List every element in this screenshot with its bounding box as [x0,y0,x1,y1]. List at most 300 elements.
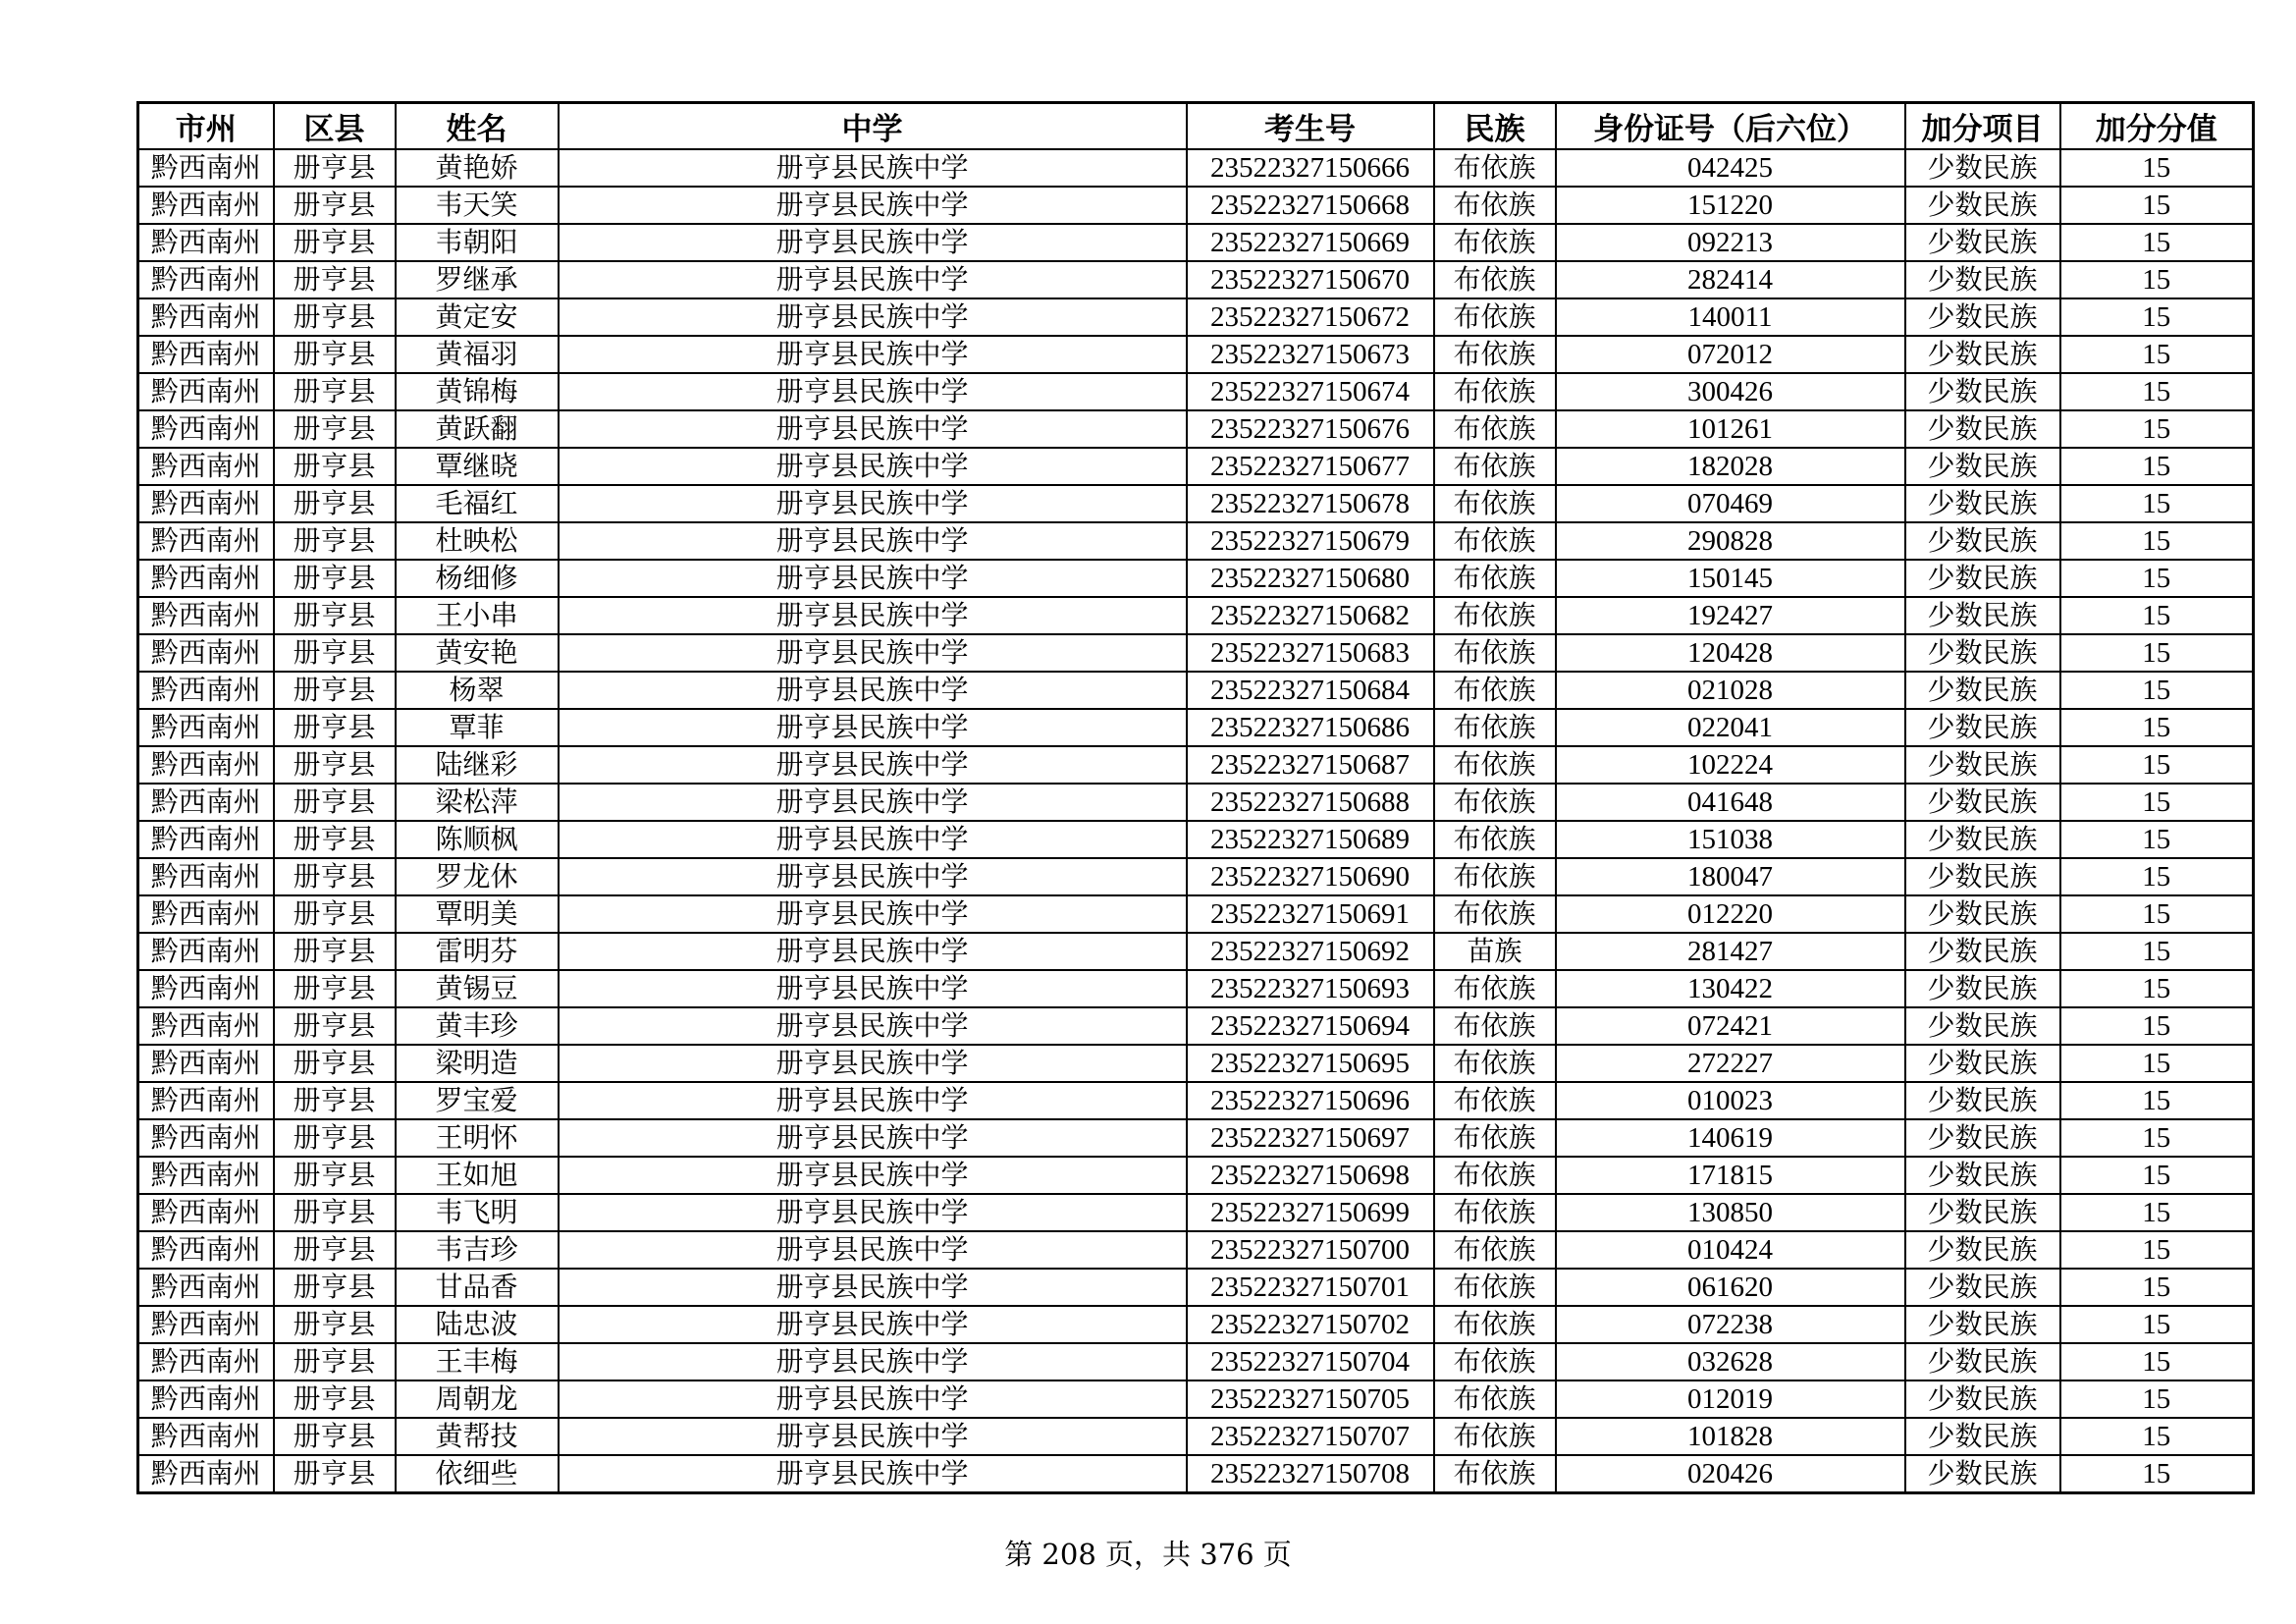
cell-id-suffix: 072238 [1556,1306,1905,1343]
cell-school: 册亨县民族中学 [559,1455,1187,1493]
cell-school: 册亨县民族中学 [559,597,1187,634]
cell-bonus-item: 少数民族 [1905,1194,2060,1231]
cell-bonus-points: 15 [2060,149,2254,187]
cell-ethnicity: 布依族 [1434,1157,1556,1194]
cell-id-suffix: 272227 [1556,1045,1905,1082]
cell-ethnicity: 布依族 [1434,522,1556,560]
cell-city: 黔西南州 [138,1343,274,1380]
cell-exam-number: 23522327150674 [1187,373,1434,410]
cell-ethnicity: 布依族 [1434,1269,1556,1306]
cell-school: 册亨县民族中学 [559,298,1187,336]
cell-name: 陈顺枫 [396,821,559,858]
cell-name: 黄定安 [396,298,559,336]
cell-name: 甘品香 [396,1269,559,1306]
column-header-exam-number: 考生号 [1187,103,1434,150]
cell-county: 册亨县 [274,410,396,448]
cell-city: 黔西南州 [138,410,274,448]
cell-ethnicity: 布依族 [1434,1380,1556,1418]
column-header-city: 市州 [138,103,274,150]
cell-county: 册亨县 [274,1306,396,1343]
cell-exam-number: 23522327150708 [1187,1455,1434,1493]
cell-name: 覃明美 [396,895,559,933]
table-row [138,1418,2254,1455]
cell-ethnicity: 布依族 [1434,261,1556,298]
cell-id-suffix: 130422 [1556,970,1905,1007]
cell-bonus-points: 15 [2060,858,2254,895]
cell-bonus-item: 少数民族 [1905,746,2060,784]
cell-city: 黔西南州 [138,1119,274,1157]
cell-id-suffix: 140011 [1556,298,1905,336]
cell-name: 黄锡豆 [396,970,559,1007]
cell-bonus-item: 少数民族 [1905,895,2060,933]
cell-county: 册亨县 [274,1157,396,1194]
cell-id-suffix: 020426 [1556,1455,1905,1493]
cell-bonus-item: 少数民族 [1905,1455,2060,1493]
cell-ethnicity: 布依族 [1434,1194,1556,1231]
cell-school: 册亨县民族中学 [559,373,1187,410]
cell-county: 册亨县 [274,1418,396,1455]
cell-ethnicity: 布依族 [1434,187,1556,224]
table-header [138,103,2254,150]
cell-bonus-item: 少数民族 [1905,709,2060,746]
cell-school: 册亨县民族中学 [559,448,1187,485]
cell-county: 册亨县 [274,149,396,187]
cell-county: 册亨县 [274,1231,396,1269]
cell-ethnicity: 布依族 [1434,1343,1556,1380]
cell-county: 册亨县 [274,1343,396,1380]
cell-school: 册亨县民族中学 [559,634,1187,672]
cell-id-suffix: 192427 [1556,597,1905,634]
cell-name: 梁松萍 [396,784,559,821]
cell-school: 册亨县民族中学 [559,821,1187,858]
bonus-points-table [136,101,2255,1494]
cell-exam-number: 23522327150688 [1187,784,1434,821]
table-row [138,933,2254,970]
cell-name: 毛福红 [396,485,559,522]
column-header-bonus-points: 加分分值 [2060,103,2254,150]
cell-ethnicity: 苗族 [1434,933,1556,970]
cell-bonus-item: 少数民族 [1905,858,2060,895]
cell-name: 韦天笑 [396,187,559,224]
cell-school: 册亨县民族中学 [559,1343,1187,1380]
column-header-school: 中学 [559,103,1187,150]
cell-county: 册亨县 [274,933,396,970]
cell-name: 杨翠 [396,672,559,709]
cell-exam-number: 23522327150704 [1187,1343,1434,1380]
cell-ethnicity: 布依族 [1434,373,1556,410]
cell-school: 册亨县民族中学 [559,1157,1187,1194]
cell-school: 册亨县民族中学 [559,672,1187,709]
cell-id-suffix: 101261 [1556,410,1905,448]
cell-exam-number: 23522327150683 [1187,634,1434,672]
cell-ethnicity: 布依族 [1434,1418,1556,1455]
cell-bonus-item: 少数民族 [1905,672,2060,709]
cell-ethnicity: 布依族 [1434,448,1556,485]
table-row [138,1082,2254,1119]
cell-exam-number: 23522327150669 [1187,224,1434,261]
cell-school: 册亨县民族中学 [559,1231,1187,1269]
cell-ethnicity: 布依族 [1434,224,1556,261]
cell-id-suffix: 032628 [1556,1343,1905,1380]
table-row [138,522,2254,560]
cell-name: 韦飞明 [396,1194,559,1231]
cell-id-suffix: 151220 [1556,187,1905,224]
cell-bonus-points: 15 [2060,373,2254,410]
cell-name: 黄帮技 [396,1418,559,1455]
cell-county: 册亨县 [274,1119,396,1157]
table-row [138,746,2254,784]
cell-school: 册亨县民族中学 [559,1380,1187,1418]
table-row [138,895,2254,933]
cell-bonus-points: 15 [2060,298,2254,336]
cell-city: 黔西南州 [138,933,274,970]
cell-bonus-item: 少数民族 [1905,336,2060,373]
cell-exam-number: 23522327150694 [1187,1007,1434,1045]
cell-bonus-points: 15 [2060,560,2254,597]
cell-bonus-points: 15 [2060,1007,2254,1045]
cell-exam-number: 23522327150684 [1187,672,1434,709]
cell-county: 册亨县 [274,1045,396,1082]
cell-exam-number: 23522327150701 [1187,1269,1434,1306]
cell-city: 黔西南州 [138,1418,274,1455]
cell-bonus-points: 15 [2060,187,2254,224]
cell-bonus-item: 少数民族 [1905,1045,2060,1082]
cell-ethnicity: 布依族 [1434,634,1556,672]
cell-id-suffix: 290828 [1556,522,1905,560]
cell-name: 王小串 [396,597,559,634]
cell-school: 册亨县民族中学 [559,1007,1187,1045]
cell-bonus-points: 15 [2060,709,2254,746]
cell-name: 韦吉珍 [396,1231,559,1269]
cell-school: 册亨县民族中学 [559,1306,1187,1343]
cell-name: 杨细修 [396,560,559,597]
cell-school: 册亨县民族中学 [559,1045,1187,1082]
cell-exam-number: 23522327150686 [1187,709,1434,746]
cell-id-suffix: 281427 [1556,933,1905,970]
cell-bonus-item: 少数民族 [1905,298,2060,336]
cell-county: 册亨县 [274,970,396,1007]
cell-id-suffix: 130850 [1556,1194,1905,1231]
cell-bonus-points: 15 [2060,336,2254,373]
cell-city: 黔西南州 [138,1082,274,1119]
cell-city: 黔西南州 [138,373,274,410]
table-row [138,634,2254,672]
cell-city: 黔西南州 [138,1045,274,1082]
cell-bonus-item: 少数民族 [1905,149,2060,187]
cell-bonus-points: 15 [2060,1231,2254,1269]
cell-bonus-item: 少数民族 [1905,784,2060,821]
cell-ethnicity: 布依族 [1434,709,1556,746]
table-row [138,373,2254,410]
table-row [138,597,2254,634]
cell-bonus-item: 少数民族 [1905,1082,2060,1119]
column-header-bonus-item: 加分项目 [1905,103,2060,150]
cell-exam-number: 23522327150672 [1187,298,1434,336]
cell-city: 黔西南州 [138,1157,274,1194]
cell-bonus-points: 15 [2060,224,2254,261]
cell-bonus-item: 少数民族 [1905,1306,2060,1343]
cell-bonus-points: 15 [2060,1082,2254,1119]
cell-county: 册亨县 [274,709,396,746]
table-row [138,858,2254,895]
cell-bonus-points: 15 [2060,933,2254,970]
table-row [138,1380,2254,1418]
cell-name: 黄跃翻 [396,410,559,448]
cell-school: 册亨县民族中学 [559,1418,1187,1455]
table-row [138,149,2254,187]
table-row [138,1119,2254,1157]
table-row [138,1231,2254,1269]
cell-name: 黄艳娇 [396,149,559,187]
cell-ethnicity: 布依族 [1434,1455,1556,1493]
cell-ethnicity: 布依族 [1434,1082,1556,1119]
cell-city: 黔西南州 [138,187,274,224]
cell-city: 黔西南州 [138,1455,274,1493]
cell-bonus-points: 15 [2060,746,2254,784]
cell-county: 册亨县 [274,522,396,560]
cell-school: 册亨县民族中学 [559,187,1187,224]
cell-school: 册亨县民族中学 [559,261,1187,298]
cell-exam-number: 23522327150677 [1187,448,1434,485]
cell-bonus-points: 15 [2060,1269,2254,1306]
cell-name: 陆忠波 [396,1306,559,1343]
cell-bonus-points: 15 [2060,821,2254,858]
cell-exam-number: 23522327150673 [1187,336,1434,373]
cell-county: 册亨县 [274,1007,396,1045]
cell-name: 王如旭 [396,1157,559,1194]
cell-bonus-points: 15 [2060,1119,2254,1157]
cell-bonus-points: 15 [2060,410,2254,448]
cell-bonus-points: 15 [2060,1306,2254,1343]
cell-county: 册亨县 [274,821,396,858]
cell-exam-number: 23522327150679 [1187,522,1434,560]
cell-city: 黔西南州 [138,485,274,522]
table-row [138,187,2254,224]
cell-county: 册亨县 [274,858,396,895]
cell-bonus-item: 少数民族 [1905,1231,2060,1269]
cell-county: 册亨县 [274,1082,396,1119]
cell-bonus-item: 少数民族 [1905,187,2060,224]
cell-city: 黔西南州 [138,672,274,709]
table-row [138,1157,2254,1194]
cell-school: 册亨县民族中学 [559,970,1187,1007]
table-body [138,149,2254,1493]
cell-bonus-item: 少数民族 [1905,1269,2060,1306]
cell-city: 黔西南州 [138,1194,274,1231]
cell-id-suffix: 022041 [1556,709,1905,746]
header-row [138,103,2254,150]
cell-bonus-item: 少数民族 [1905,373,2060,410]
cell-name: 覃菲 [396,709,559,746]
cell-name: 陆继彩 [396,746,559,784]
cell-bonus-item: 少数民族 [1905,261,2060,298]
cell-county: 册亨县 [274,1380,396,1418]
cell-bonus-item: 少数民族 [1905,1157,2060,1194]
cell-id-suffix: 072012 [1556,336,1905,373]
cell-city: 黔西南州 [138,746,274,784]
cell-bonus-item: 少数民族 [1905,634,2060,672]
cell-exam-number: 23522327150705 [1187,1380,1434,1418]
cell-bonus-points: 15 [2060,1045,2254,1082]
table-row [138,1455,2254,1493]
cell-bonus-item: 少数民族 [1905,933,2060,970]
cell-name: 黄锦梅 [396,373,559,410]
cell-exam-number: 23522327150693 [1187,970,1434,1007]
cell-exam-number: 23522327150695 [1187,1045,1434,1082]
cell-exam-number: 23522327150678 [1187,485,1434,522]
column-header-name: 姓名 [396,103,559,150]
cell-city: 黔西南州 [138,522,274,560]
cell-ethnicity: 布依族 [1434,858,1556,895]
cell-school: 册亨县民族中学 [559,485,1187,522]
table-row [138,336,2254,373]
table-row [138,672,2254,709]
cell-id-suffix: 101828 [1556,1418,1905,1455]
cell-city: 黔西南州 [138,970,274,1007]
table-row [138,485,2254,522]
cell-ethnicity: 布依族 [1434,821,1556,858]
cell-bonus-points: 15 [2060,895,2254,933]
cell-id-suffix: 010424 [1556,1231,1905,1269]
cell-bonus-points: 15 [2060,1418,2254,1455]
cell-ethnicity: 布依族 [1434,298,1556,336]
cell-id-suffix: 140619 [1556,1119,1905,1157]
cell-id-suffix: 300426 [1556,373,1905,410]
cell-school: 册亨县民族中学 [559,410,1187,448]
cell-bonus-item: 少数民族 [1905,485,2060,522]
cell-id-suffix: 010023 [1556,1082,1905,1119]
cell-school: 册亨县民族中学 [559,858,1187,895]
cell-name: 王丰梅 [396,1343,559,1380]
cell-bonus-item: 少数民族 [1905,821,2060,858]
cell-school: 册亨县民族中学 [559,784,1187,821]
table-row [138,1194,2254,1231]
cell-bonus-points: 15 [2060,672,2254,709]
cell-school: 册亨县民族中学 [559,336,1187,373]
cell-city: 黔西南州 [138,821,274,858]
cell-exam-number: 23522327150682 [1187,597,1434,634]
cell-name: 梁明造 [396,1045,559,1082]
cell-id-suffix: 070469 [1556,485,1905,522]
cell-bonus-points: 15 [2060,522,2254,560]
table-row [138,410,2254,448]
cell-id-suffix: 150145 [1556,560,1905,597]
table-row [138,1045,2254,1082]
table-row [138,709,2254,746]
cell-name: 韦朝阳 [396,224,559,261]
cell-bonus-item: 少数民族 [1905,560,2060,597]
cell-exam-number: 23522327150676 [1187,410,1434,448]
cell-bonus-points: 15 [2060,1343,2254,1380]
cell-ethnicity: 布依族 [1434,336,1556,373]
cell-county: 册亨县 [274,746,396,784]
cell-bonus-points: 15 [2060,970,2254,1007]
cell-bonus-item: 少数民族 [1905,1007,2060,1045]
cell-city: 黔西南州 [138,1306,274,1343]
cell-county: 册亨县 [274,784,396,821]
table-row [138,821,2254,858]
column-header-ethnicity: 民族 [1434,103,1556,150]
cell-id-suffix: 061620 [1556,1269,1905,1306]
page-number: 第 208 页，共 376 页 [1004,1538,1292,1571]
cell-county: 册亨县 [274,1194,396,1231]
cell-school: 册亨县民族中学 [559,709,1187,746]
cell-county: 册亨县 [274,597,396,634]
cell-county: 册亨县 [274,634,396,672]
column-header-county: 区县 [274,103,396,150]
cell-ethnicity: 布依族 [1434,1007,1556,1045]
cell-bonus-item: 少数民族 [1905,1119,2060,1157]
cell-name: 罗继承 [396,261,559,298]
cell-county: 册亨县 [274,1269,396,1306]
cell-name: 黄安艳 [396,634,559,672]
cell-id-suffix: 072421 [1556,1007,1905,1045]
cell-exam-number: 23522327150699 [1187,1194,1434,1231]
cell-city: 黔西南州 [138,149,274,187]
cell-ethnicity: 布依族 [1434,410,1556,448]
table-row [138,1306,2254,1343]
cell-id-suffix: 282414 [1556,261,1905,298]
cell-bonus-item: 少数民族 [1905,410,2060,448]
cell-id-suffix: 012019 [1556,1380,1905,1418]
cell-id-suffix: 180047 [1556,858,1905,895]
cell-name: 依细些 [396,1455,559,1493]
cell-county: 册亨县 [274,373,396,410]
cell-county: 册亨县 [274,1455,396,1493]
cell-bonus-item: 少数民族 [1905,448,2060,485]
cell-ethnicity: 布依族 [1434,1306,1556,1343]
cell-name: 周朝龙 [396,1380,559,1418]
cell-ethnicity: 布依族 [1434,672,1556,709]
cell-exam-number: 23522327150670 [1187,261,1434,298]
cell-city: 黔西南州 [138,597,274,634]
cell-exam-number: 23522327150668 [1187,187,1434,224]
cell-city: 黔西南州 [138,224,274,261]
cell-county: 册亨县 [274,895,396,933]
cell-county: 册亨县 [274,448,396,485]
cell-ethnicity: 布依族 [1434,895,1556,933]
cell-name: 罗宝爱 [396,1082,559,1119]
cell-bonus-points: 15 [2060,1380,2254,1418]
cell-ethnicity: 布依族 [1434,597,1556,634]
cell-id-suffix: 092213 [1556,224,1905,261]
cell-county: 册亨县 [274,298,396,336]
cell-city: 黔西南州 [138,560,274,597]
cell-school: 册亨县民族中学 [559,746,1187,784]
table-row [138,298,2254,336]
cell-exam-number: 23522327150692 [1187,933,1434,970]
cell-ethnicity: 布依族 [1434,970,1556,1007]
cell-bonus-points: 15 [2060,485,2254,522]
cell-id-suffix: 171815 [1556,1157,1905,1194]
cell-school: 册亨县民族中学 [559,1119,1187,1157]
cell-exam-number: 23522327150689 [1187,821,1434,858]
cell-exam-number: 23522327150702 [1187,1306,1434,1343]
cell-city: 黔西南州 [138,784,274,821]
cell-county: 册亨县 [274,187,396,224]
table-row [138,784,2254,821]
cell-city: 黔西南州 [138,634,274,672]
cell-city: 黔西南州 [138,336,274,373]
cell-id-suffix: 120428 [1556,634,1905,672]
cell-bonus-item: 少数民族 [1905,1343,2060,1380]
cell-city: 黔西南州 [138,895,274,933]
cell-county: 册亨县 [274,672,396,709]
cell-county: 册亨县 [274,261,396,298]
cell-exam-number: 23522327150707 [1187,1418,1434,1455]
cell-bonus-item: 少数民族 [1905,1380,2060,1418]
cell-bonus-points: 15 [2060,634,2254,672]
